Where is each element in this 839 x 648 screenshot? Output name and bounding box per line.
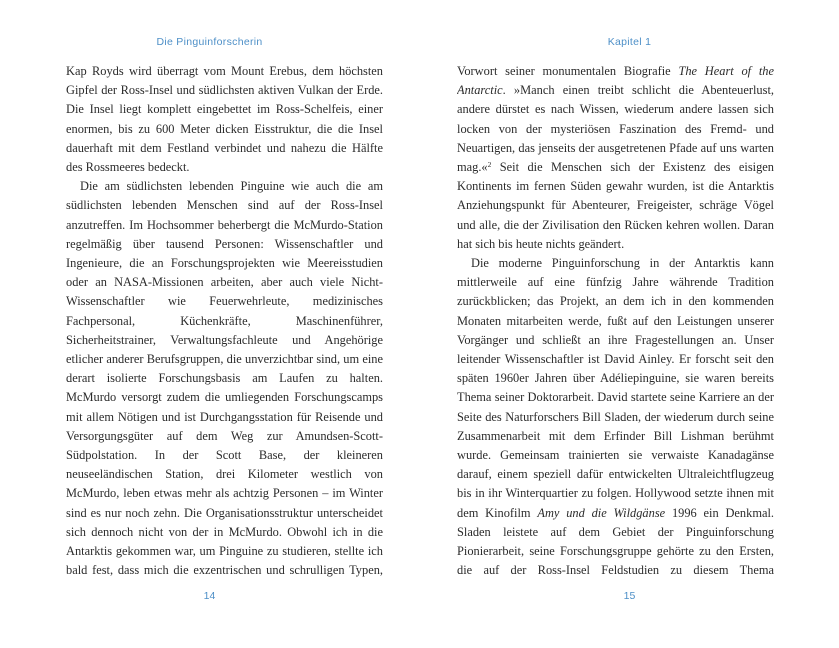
paragraph	[457, 62, 774, 254]
book-title: The Heart of the Antarctic	[457, 64, 774, 98]
text-run: Vorwort seiner monumentalen Biografie	[457, 64, 679, 78]
running-header-left: Die Pinguinforscherin	[156, 36, 263, 48]
paragraph: Die am südlichsten lebenden Pinguine wie auch die am südlichsten lebenden Menschen sind auf der Ross-Insel anzutreffen. Im Hochsommer beherbergt die McMurdo-Station regelmäßig über tausend Personen: Wissenschaftler und Ingenieure, die an Forschungsprojekten wie Meereisstudien oder an NASA-Missionen arbeiten, aber auch viele Nicht-Wissenschaftler wie Feuerwehrleute, medizinisches Fachpersonal, Küchenkräfte, Maschinenführer, Sicherheitstrainer, Verwaltungsfachleute und Angehörige etlicher anderer Berufsgruppen, die unverzichtbar sind, um eine derart isolierte Forschungsbasis am Laufen zu halten. McMurdo versorgt zudem die umliegenden Forschungscamps mit allem Nötigen und ist Durchgangsstation für Reisende und Versorgungsgüter auf dem Weg zur Amundsen-Scott-Südpolstation. In der Scott Base, der kleineren neuseeländischen Station, drei Kilometer westlich von McMurdo, leben etwas mehr als achtzig Personen – im Winter sind es nur noch zehn. Die Organisationsstruktur unterscheidet sich dennoch nicht von der in McMurdo. Obwohl ich in die Antarktis gekommen war, um Pinguine zu studieren, stellte ich bald fest, dass mich die exzentrischen und schrulligen Typen,	[66, 179, 383, 578]
text-run: Seit die Menschen sich der Existenz des eisigen Kontinents im fernen Süden gewahr wurden, ist die Antarktis Anziehungspunkt für Abenteurer, Freigeister, schräge Vögel und alle, die der Zivilisation den Rücken kehren wollen. Daran hat sich bis heute nichts geändert.	[457, 160, 774, 251]
left-page	[0, 0, 419, 648]
paragraph	[457, 254, 774, 582]
footnote-marker: 2	[487, 160, 492, 170]
right-page-body	[457, 62, 774, 582]
left-page-body	[66, 62, 383, 582]
paragraph: Kap Royds wird überragt vom Mount Erebus, dem höchsten Gipfel der Ross-Insel und südlichsten aktiven Vulkan der Erde. Die Insel liegt komplett eingebettet im Ross-Schelfeis, einer enormen, bis zu 600 Meter dicken Eisstruktur, die die Insel dauerhaft mit dem Festland verbindet und nahezu die Hälfte des Rossmeeres bedeckt.	[66, 64, 383, 175]
text-run: 1996 ein Denkmal. Sladen leistete auf dem Gebiet der Pinguinforschung Pionierarbeit, seine Forschungsgruppe gehörte zu den Ersten, die auf der Ross-Insel Feldstudien zu diesem Thema	[457, 505, 774, 578]
text-run: Die moderne Pinguinforschung in der Antarktis kann mittlerweile auf eine fünfzig Jahre währende Tradition zurückblicken; das Projekt, an dem ich in den kommenden Monaten mitarbeiten werde, fußt auf den Leistungen unserer Vorgänger und schließt an ihre Fragestellungen an. Unser leitender Wissenschaftler ist David Ainley. Er forscht seit den späten 1960er Jahren über Adéliepinguine, sie waren bereits Thema seiner Doktorarbeit. David startete seine Karriere an der Seite des Naturforschers Bill Sladen, der wiederum durch seine Zusammenarbeit mit dem Erfinder Bill Lishman berühmt wurde. Gemeinsam trainierten sie verwaiste Kanadagänse darauf, einem speziell dafür entwickelten Ultraleichtflugzeug bis in ihr Winterquartier zu folgen. Hollywood setzte ihnen mit dem Kinofilm	[457, 256, 774, 520]
text-run: . »Manch einen treibt schlicht die Abenteuerlust, andere dürstet es nach Wissen, wiederum andere lassen sich locken von der mysteriösen Faszination des Fremd- und Neuartigen, das jenseits der ausgetretenen Pfade auf uns warten mag.«	[457, 83, 774, 175]
running-header-right: Kapitel 1	[607, 36, 652, 48]
page-number-right: 15	[623, 590, 636, 602]
page-number-left: 14	[203, 590, 216, 602]
right-page	[420, 0, 839, 648]
film-title: Amy und die Wildgänse	[537, 505, 666, 520]
